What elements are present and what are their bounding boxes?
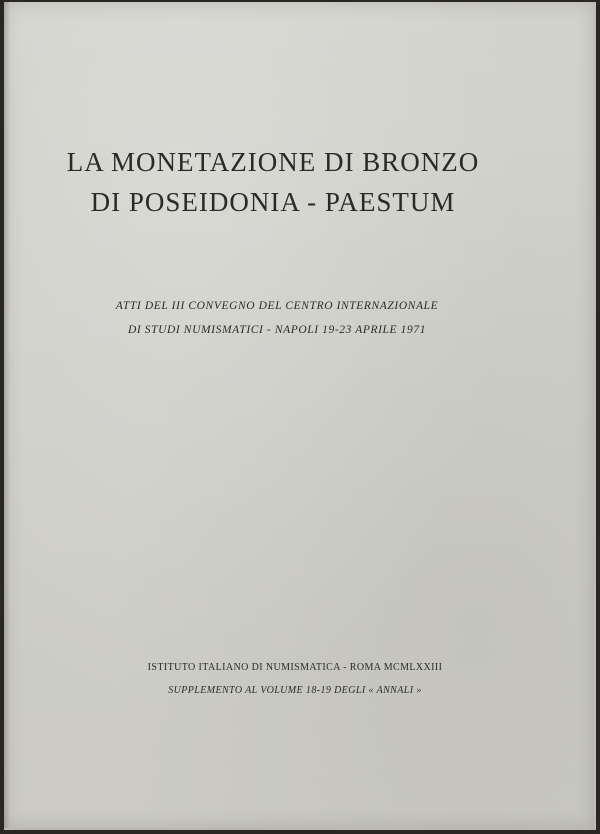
title-line-2: DI POSEIDONIA - PAESTUM bbox=[90, 187, 456, 217]
book-cover bbox=[4, 2, 596, 830]
supplement-line: SUPPLEMENTO AL VOLUME 18-19 DEGLI « ANNALI » bbox=[168, 685, 422, 696]
title-line-1: LA MONETAZIONE DI BRONZO bbox=[66, 147, 480, 177]
subtitle-line-2: DI STUDI NUMISMATICI - NAPOLI 19-23 APRILE 1971 bbox=[127, 324, 427, 336]
cover-edge-shadow bbox=[4, 2, 10, 828]
publisher-line: ISTITUTO ITALIANO DI NUMISMATICA - ROMA MCMLXXIII bbox=[147, 662, 443, 673]
subtitle-line-1: ATTI DEL III CONVEGNO DEL CENTRO INTERNAZIONALE bbox=[115, 300, 439, 312]
